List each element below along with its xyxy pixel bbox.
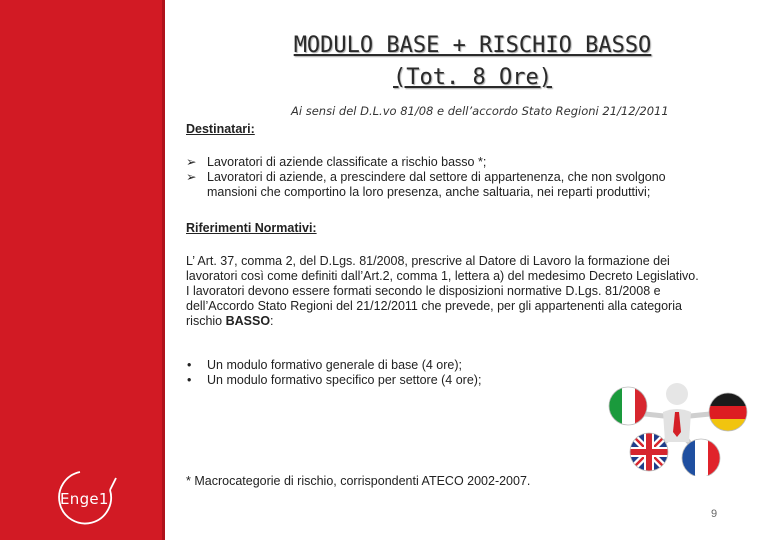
para-line: dell’Accordo Stato Regioni del 21/12/2011 che prevede, per gli appartenenti alla categoria <box>186 299 682 313</box>
destinatari-list <box>186 155 666 200</box>
arrow-bullet-icon: ➢ <box>186 155 197 169</box>
list-item-text: Un modulo formativo specifico per settore (4 ore); <box>207 373 482 387</box>
rischio-basso-label: BASSO <box>225 314 271 328</box>
para-line: lavoratori così come definiti dall’Art.2, comma 1, lettera a) del medesimo Decreto Legislativo. <box>186 269 699 283</box>
destinatari-heading: Destinatari: <box>186 122 255 136</box>
list-item-text-cont: mansioni che comportino la loro presenza, anche saltuaria, nei reparti produttivi; <box>207 185 651 199</box>
moduli-list <box>186 358 481 388</box>
para-line <box>186 314 766 329</box>
list-item-text: Un modulo formativo generale di base (4 ore); <box>207 358 462 372</box>
arrow-bullet-icon: ➢ <box>186 170 197 184</box>
para-line: L’ Art. 37, comma 2, del D.Lgs. 81/2008, prescrive al Datore di Lavoro la formazione dei <box>186 254 670 268</box>
dot-bullet-icon: • <box>187 373 192 387</box>
red-sidebar <box>0 0 165 540</box>
para-suffix: : <box>270 314 274 328</box>
riferimenti-heading: Riferimenti Normativi: <box>186 221 317 235</box>
list-item <box>186 155 666 170</box>
footnote: * Macrocategorie di rischio, corrispondenti ATECO 2002-2007. <box>186 474 531 488</box>
list-item <box>186 358 481 373</box>
subtitle: Ai sensi del D.L.vo 81/08 e dell’accordo Stato Regioni 21/12/2011 <box>291 104 669 118</box>
list-item-text: Lavoratori di aziende, a prescindere dal settore di appartenenza, che non svolgono <box>207 170 666 184</box>
list-item-text: Lavoratori di aziende classificate a rischio basso *; <box>207 155 487 169</box>
riferimenti-paragraph <box>186 254 766 329</box>
enge1-logo <box>52 466 122 530</box>
title-line-1: MODULO BASE + RISCHIO BASSO <box>293 33 652 58</box>
page-title <box>200 30 745 94</box>
flags-illustration <box>604 376 754 476</box>
page-number: 9 <box>711 508 718 520</box>
list-item <box>186 373 481 388</box>
para-line: I lavoratori devono essere formati secondo le disposizioni normative D.Lgs. 81/2008 e <box>186 284 661 298</box>
title-line-2: (Tot. 8 Ore) <box>393 65 552 90</box>
list-item <box>186 170 666 200</box>
logo-text: Enge1 <box>60 490 109 508</box>
sidebar-edge <box>162 0 165 540</box>
dot-bullet-icon: • <box>187 358 192 372</box>
para-prefix: rischio <box>186 314 226 328</box>
